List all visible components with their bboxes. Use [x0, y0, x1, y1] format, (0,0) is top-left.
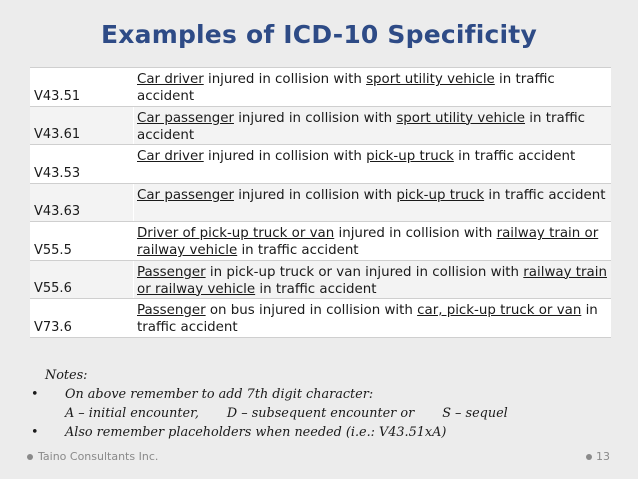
description-text: in traffic accident [137, 303, 598, 335]
table-row [30, 261, 611, 300]
code-description [134, 145, 611, 183]
icd-code: V43.51 [30, 68, 134, 106]
description-keyword: sport utility vehicle [366, 72, 495, 87]
seventh-digit-s: S – sequel [442, 406, 508, 421]
description-keyword: Passenger [137, 303, 206, 318]
description-text: injured in collision with [203, 149, 367, 164]
table-row [30, 184, 611, 223]
note-text: Also remember placeholders when needed (i.e.: V43.51xA) [65, 425, 447, 440]
code-description [134, 184, 611, 222]
dot-icon [27, 454, 33, 460]
description-text: in traffic accident [137, 72, 555, 104]
icd-code: V55.5 [30, 222, 134, 260]
code-table [30, 67, 611, 338]
icd-code: V43.63 [30, 184, 134, 222]
table-row [30, 68, 611, 107]
slide-footer [0, 449, 638, 469]
notes-heading: Notes: [45, 368, 88, 383]
icd-code: V73.6 [30, 299, 134, 337]
description-text: in pick-up truck or van injured in collision with [205, 264, 524, 280]
icd-code: V43.61 [30, 107, 134, 145]
description-keyword: Car driver [137, 149, 204, 164]
code-description [134, 299, 611, 337]
footer-text: Taino Consultants Inc. [38, 450, 159, 463]
description-text: in traffic accident [453, 149, 576, 164]
slide-title: Examples of ICD-10 Specificity [101, 20, 537, 49]
description-keyword: Car driver [137, 72, 204, 87]
description-keyword: Car passenger [137, 187, 234, 203]
icd-code: V55.6 [30, 261, 134, 299]
note-text: On above remember to add 7th digit character: [65, 387, 374, 402]
note-item [31, 423, 508, 442]
description-keyword: Car passenger [137, 110, 234, 126]
table-row [30, 299, 611, 338]
notes-section [31, 366, 508, 442]
description-keyword: Driver of pick-up truck or van [137, 226, 335, 241]
description-text: on bus injured in collision with [205, 303, 418, 318]
seventh-digit-d: D – subsequent encounter or [226, 406, 415, 421]
description-text: in traffic accident [484, 187, 606, 203]
seventh-digit-options [45, 404, 508, 423]
code-description [134, 222, 611, 260]
description-text: injured in collision with [233, 110, 397, 126]
description-keyword: pick-up truck [366, 149, 454, 164]
table-row [30, 107, 611, 146]
description-text: injured in collision with [233, 187, 397, 203]
bullet-icon: • [31, 387, 39, 402]
seventh-digit-a: A – initial encounter, [65, 406, 199, 421]
description-text: in traffic accident [137, 110, 586, 143]
description-keyword: car, pick-up truck or van [417, 303, 582, 318]
description-keyword: pick-up truck [396, 187, 485, 203]
table-row [30, 222, 611, 261]
description-keyword: railway train or railway vehicle [137, 264, 607, 297]
description-keyword: Passenger [137, 264, 206, 280]
description-text: injured in collision with [203, 72, 367, 87]
dot-icon [586, 454, 592, 460]
description-text: injured in collision with [334, 226, 497, 241]
description-text: in traffic accident [237, 243, 359, 258]
code-description [134, 68, 611, 106]
icd-code: V43.53 [30, 145, 134, 183]
description-keyword: railway train or railway vehicle [137, 226, 599, 258]
page-number: 13 [596, 450, 610, 463]
description-text: in traffic accident [255, 281, 377, 297]
note-item [31, 385, 508, 404]
bullet-icon: • [31, 425, 39, 440]
code-description [134, 107, 611, 145]
code-description [134, 261, 611, 299]
table-row [30, 145, 611, 184]
description-keyword: sport utility vehicle [396, 110, 526, 126]
